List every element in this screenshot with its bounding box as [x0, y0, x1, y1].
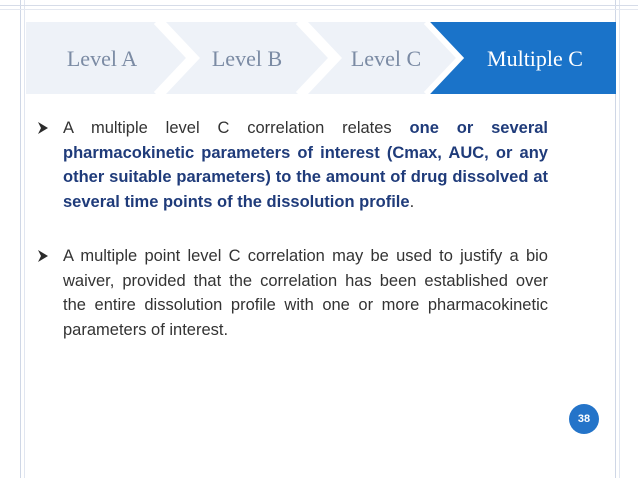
step-label-level-b: Level B — [211, 46, 283, 71]
page-number-badge: 38 — [569, 404, 599, 434]
step-label-level-c: Level C — [350, 46, 422, 71]
bullet-text: A multiple point level C correlation may be used to justify a bio waiver, provided that the correlation has been established over the entire dissolution profile with one or more pharmacokinetic parameters of interest. — [63, 247, 548, 339]
frame-line — [24, 0, 25, 478]
frame-line — [20, 0, 21, 478]
bullet-item-1 — [36, 116, 548, 214]
frame-line — [619, 0, 620, 478]
bullet-text-emphasis: one or several pharmacokinetic parameters of interest (Cmax, AUC, or any other suitable parameters) to the amount of drug dissolved at several time points of the dissolution profile — [63, 119, 548, 211]
arrowhead-bullet-icon — [36, 116, 50, 140]
level-chevron-process — [26, 22, 616, 94]
bullet-text: A multiple level C correlation relates — [63, 119, 410, 137]
frame-line — [0, 9, 638, 10]
bullet-list — [36, 116, 548, 342]
step-label-multiple-c: Multiple C — [487, 46, 583, 71]
bullet-item-2 — [36, 244, 548, 342]
arrowhead-bullet-icon — [36, 244, 50, 268]
bullet-text: . — [409, 192, 415, 211]
frame-line — [0, 5, 638, 6]
step-label-level-a: Level A — [66, 46, 138, 71]
